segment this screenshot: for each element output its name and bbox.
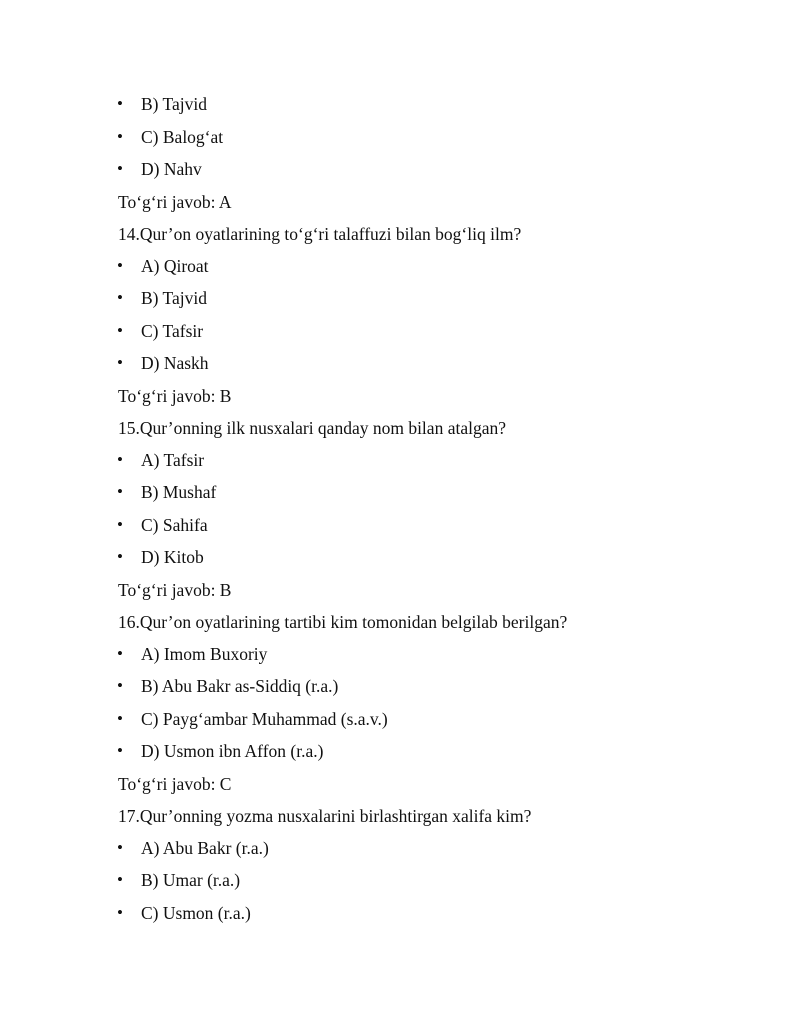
question (0, 218, 800, 250)
answer-option (0, 88, 800, 120)
bullet-icon: • (117, 353, 123, 372)
correct-answer-text: To‘g‘ri javob: B (118, 386, 232, 406)
bullet-icon: • (117, 838, 123, 857)
answer-option (0, 282, 800, 314)
answer-option (0, 864, 800, 896)
option-text: B) Tajvid (141, 94, 208, 114)
option-text: B) Tajvid (141, 288, 208, 308)
answer-option (0, 670, 800, 702)
bullet-icon: • (117, 256, 123, 275)
bullet-icon: • (117, 903, 123, 922)
correct-answer-text: To‘g‘ri javob: A (118, 192, 232, 212)
answer-option (0, 250, 800, 282)
answer-option (0, 832, 800, 864)
option-text: A) Tafsir (141, 450, 205, 470)
option-text: C) Tafsir (141, 321, 204, 341)
correct-answer-text: To‘g‘ri javob: C (118, 774, 232, 794)
option-text: D) Usmon ibn Affon (r.a.) (141, 741, 324, 761)
option-text: D) Nahv (141, 159, 202, 179)
answer-option (0, 476, 800, 508)
question (0, 412, 800, 444)
option-text: B) Abu Bakr as-Siddiq (r.a.) (141, 676, 339, 696)
answer-option (0, 638, 800, 670)
answer-option (0, 347, 800, 379)
bullet-icon: • (117, 644, 123, 663)
correct-answer (0, 380, 800, 412)
bullet-icon: • (117, 450, 123, 469)
option-text: C) Payg‘ambar Muhammad (s.a.v.) (141, 709, 388, 729)
bullet-icon: • (117, 547, 123, 566)
answer-option (0, 541, 800, 573)
bullet-icon: • (117, 127, 123, 146)
bullet-icon: • (117, 741, 123, 760)
question-text: 17.Qur’onning yozma nusxalarini birlashtirgan xalifa kim? (118, 806, 532, 826)
answer-option (0, 735, 800, 767)
bullet-icon: • (117, 482, 123, 501)
answer-option (0, 121, 800, 153)
question (0, 800, 800, 832)
option-text: A) Qiroat (141, 256, 209, 276)
option-text: C) Usmon (r.a.) (141, 903, 251, 923)
answer-option (0, 153, 800, 185)
question-text: 16.Qur’on oyatlarining tartibi kim tomonidan belgilab berilgan? (118, 612, 568, 632)
bullet-icon: • (117, 709, 123, 728)
correct-answer (0, 768, 800, 800)
option-text: A) Abu Bakr (r.a.) (141, 838, 269, 858)
answer-option (0, 315, 800, 347)
option-text: A) Imom Buxoriy (141, 644, 268, 664)
option-text: C) Balog‘at (141, 127, 224, 147)
bullet-icon: • (117, 159, 123, 178)
bullet-icon: • (117, 676, 123, 695)
answer-option (0, 509, 800, 541)
correct-answer-text: To‘g‘ri javob: B (118, 580, 232, 600)
option-text: C) Sahifa (141, 515, 208, 535)
answer-option (0, 703, 800, 735)
correct-answer (0, 574, 800, 606)
option-text: B) Umar (r.a.) (141, 870, 241, 890)
bullet-icon: • (117, 515, 123, 534)
option-text: B) Mushaf (141, 482, 217, 502)
bullet-icon: • (117, 321, 123, 340)
question (0, 606, 800, 638)
bullet-icon: • (117, 288, 123, 307)
option-text: D) Naskh (141, 353, 209, 373)
question-text: 15.Qur’onning ilk nusxalari qanday nom bilan atalgan? (118, 418, 506, 438)
correct-answer (0, 186, 800, 218)
question-text: 14.Qur’on oyatlarining to‘g‘ri talaffuzi bilan bog‘liq ilm? (118, 224, 522, 244)
bullet-icon: • (117, 94, 123, 113)
answer-option (0, 444, 800, 476)
option-text: D) Kitob (141, 547, 204, 567)
bullet-icon: • (117, 870, 123, 889)
answer-option (0, 897, 800, 929)
